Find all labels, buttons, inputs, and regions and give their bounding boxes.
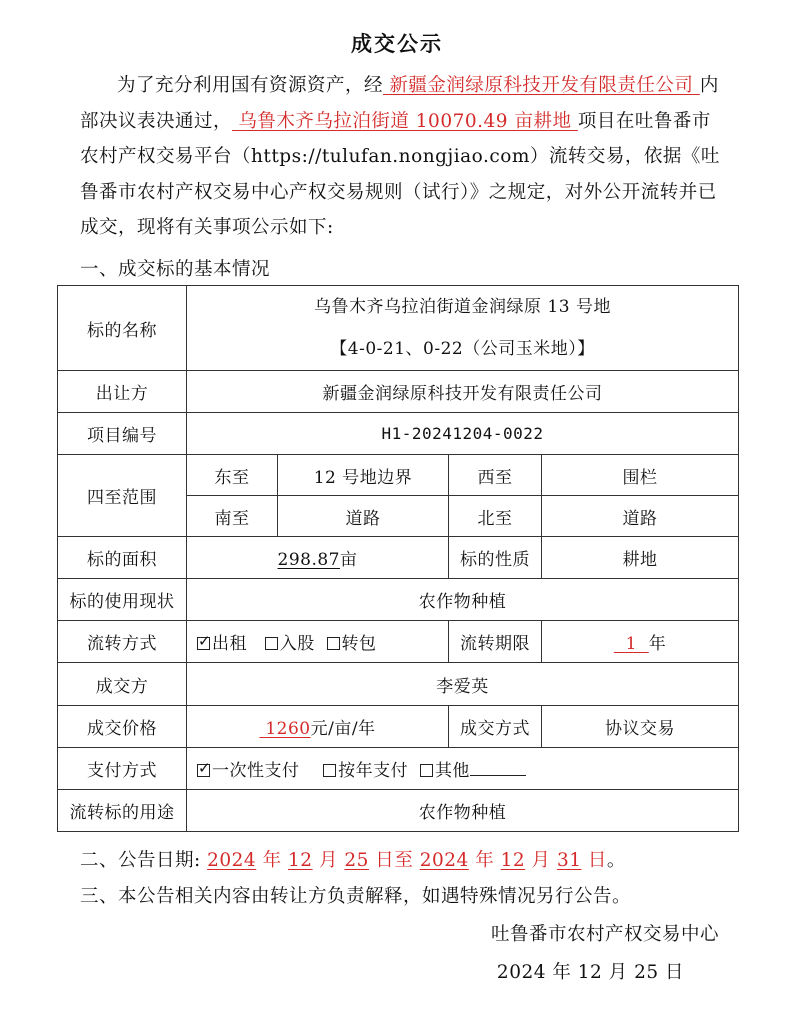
area-label: 标的面积 — [58, 537, 187, 579]
name-label: 标的名称 — [58, 286, 187, 371]
mode-label: 流转方式 — [58, 621, 187, 663]
checkbox-icon[interactable] — [420, 764, 433, 777]
section-3-note: 三、本公告相关内容由转让方负责解释，如遇特殊情况另行公告。 — [80, 886, 632, 907]
transferor-value: 新疆金润绿原科技开发有限责任公司 — [187, 371, 739, 413]
table-row — [58, 706, 739, 748]
east-value: 12 号地边界 — [278, 455, 449, 496]
intro-text-1: 为了充分利用国有资源资产，经 — [117, 75, 384, 96]
table-row — [58, 790, 739, 832]
mode-option-lease: 出租 — [212, 634, 247, 654]
pay-option-once: 一次性支付 — [212, 761, 300, 781]
section-2-date: 二、公告日期: 2024 年 12 月 25 日至 2024 年 12 月 31 日。 — [80, 850, 626, 871]
table-row — [58, 663, 739, 706]
nature-value: 耕地 — [542, 537, 739, 579]
table-row — [58, 748, 739, 790]
table-row — [58, 371, 739, 413]
purpose-label: 流转标的用途 — [58, 790, 187, 832]
table-row — [58, 455, 739, 496]
south-value: 道路 — [278, 496, 449, 537]
basic-info-table — [57, 285, 739, 832]
term-label: 流转期限 — [449, 621, 542, 663]
checkbox-checked-icon[interactable] — [197, 637, 210, 650]
name-line-2: 【4-0-21、0-22（公司玉米地）】 — [330, 339, 595, 359]
company-name: 新疆金润绿原科技开发有限责任公司 — [389, 75, 694, 96]
buyer-label: 成交方 — [58, 663, 187, 706]
north-value: 道路 — [542, 496, 739, 537]
nature-label: 标的性质 — [449, 537, 542, 579]
pay-options — [187, 748, 739, 790]
price-value: 1260元/亩/年 — [187, 706, 449, 748]
intro-text-2: 内部决议表决通过， — [80, 75, 719, 132]
page-title: 成交公示 — [351, 31, 443, 56]
transferor-label: 出让方 — [58, 371, 187, 413]
footer-date: 2024 年 12 月 25 日 — [496, 962, 684, 983]
intro-text-3: 项目在吐鲁番市农村产权交易平台（https://tulufan.nongjiao.com）流转交易，依据《吐鲁番市农村产权交易中心产权交易规则（试行）》之规定，对外公开流转并已成交，现将有关事项公示如下: — [80, 110, 720, 238]
table-row — [58, 537, 739, 579]
mode-option-share: 入股 — [279, 634, 315, 654]
mode-option-sublease: 转包 — [341, 634, 377, 654]
method-label: 成交方式 — [449, 706, 542, 748]
area-value: 298.87亩 — [187, 537, 449, 579]
table-row — [58, 286, 739, 371]
bounds-label: 四至范围 — [58, 455, 187, 537]
name-value — [187, 286, 739, 371]
north-label: 北至 — [449, 496, 542, 537]
checkbox-icon[interactable] — [327, 637, 340, 650]
code-label: 项目编号 — [58, 413, 187, 455]
table-row — [58, 621, 739, 663]
section-1-heading: 一、成交标的基本情况 — [80, 259, 271, 280]
west-label: 西至 — [449, 455, 542, 496]
south-label: 南至 — [187, 496, 278, 537]
blank-line — [470, 761, 526, 776]
method-value: 协议交易 — [542, 706, 739, 748]
footer-org: 吐鲁番市农村产权交易中心 — [490, 924, 719, 945]
checkbox-icon[interactable] — [265, 637, 278, 650]
term-value: 1 年 — [542, 621, 739, 663]
price-label: 成交价格 — [58, 706, 187, 748]
pay-option-yearly: 按年支付 — [338, 761, 409, 781]
checkbox-checked-icon[interactable] — [197, 764, 210, 777]
checkbox-icon[interactable] — [323, 764, 336, 777]
west-value: 围栏 — [542, 455, 739, 496]
buyer-value: 李爱英 — [187, 663, 739, 706]
pay-option-other: 其他 — [434, 761, 470, 781]
table-row — [58, 413, 739, 455]
purpose-value: 农作物种植 — [187, 790, 739, 832]
pay-label: 支付方式 — [58, 748, 187, 790]
project-name: 乌鲁木齐乌拉泊街道 10070.49 亩耕地 — [238, 110, 572, 132]
intro-paragraph — [80, 68, 720, 246]
usage-value: 农作物种植 — [187, 579, 739, 621]
east-label: 东至 — [187, 455, 278, 496]
usage-label: 标的使用现状 — [58, 579, 187, 621]
code-value: H1-20241204-0022 — [187, 413, 739, 455]
name-line-1: 乌鲁木齐乌拉泊街道金润绿原 13 号地 — [314, 297, 611, 317]
mode-options — [187, 621, 449, 663]
table-row — [58, 579, 739, 621]
